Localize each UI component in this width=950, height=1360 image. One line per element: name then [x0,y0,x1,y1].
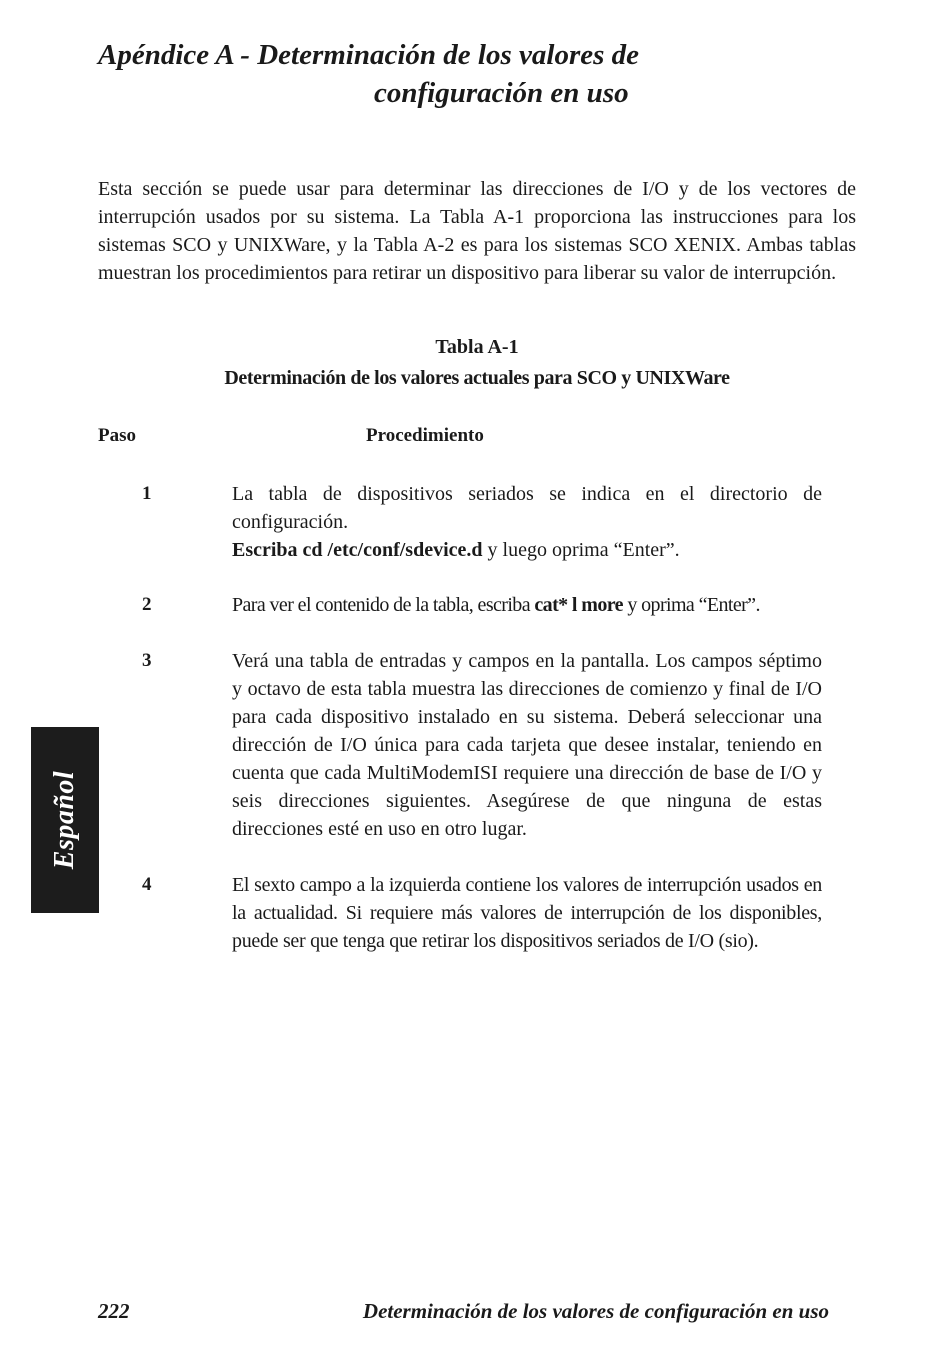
column-header-step: Paso [98,425,136,446]
intro-paragraph: Esta sección se puede usar para determinar las direcciones de I/O y de los vectores de interrupción usados por su sistema. La Tabla A-1 proporciona las instrucciones para los sistemas SCO y UNIXWare, y la Tabla A-2 es para los sistemas SCO XENIX. Ambas tablas muestran los procedimientos para retirar un dispositivo para liberar su valor de interrupción. [98,178,856,284]
step-text [232,591,822,619]
table-label: Tabla A-1 [435,336,519,358]
step-text: Verá una tabla de entradas y campos en la pantalla. Los campos séptimo y octavo de esta tabla muestra las direcciones de comienzo y final de I/O para cada dispositivo instalado en su sistema. Deberá seleccionar una dirección de I/O única para cada tarjeta que desee instalar, teniendo en cuenta que cada MultiModemISI requiere una dirección de base de I/O y seis direcciones siguientes. Asegúrese de que ninguna de estas direcciones esté en uso en otro lugar. [232,650,822,840]
page-number: 222 [98,1299,130,1323]
step-text [232,480,822,564]
step-command-suffix: y luego oprima “Enter”. [482,539,680,561]
step-command: Escriba cd /etc/conf/sdevice.d [232,539,483,561]
step-description: La tabla de dispositivos seriados se indica en el directorio de configuración. [232,483,822,533]
step-command-line [232,536,822,564]
language-tab-label: Español [49,770,80,870]
running-footer-title: Determinación de los valores de configuración en uso [362,1299,829,1323]
title-line-1: Apéndice A - Determinación de los valores de [98,39,640,71]
step-text-a: Para ver el contenido de la tabla, escriba [232,594,535,616]
step-text-b: y oprima “Enter”. [622,594,760,616]
step-number: 4 [142,874,152,895]
page-title [98,36,798,112]
step-number: 3 [142,650,152,671]
step-number: 2 [142,594,152,615]
step-command: cat* l more [534,594,623,616]
table-caption: Determinación de los valores actuales para SCO y UNIXWare [224,367,730,389]
language-side-tab [31,727,99,913]
step-number: 1 [142,483,152,504]
column-header-procedure: Procedimiento [366,425,484,446]
title-line-2: configuración en uso [374,77,629,109]
step-text: El sexto campo a la izquierda contiene los valores de interrupción usados en la actualidad. Si requiere más valores de interrupción de los disponibles, puede ser que tenga que retirar los dispositivos seriados de I/O (sio). [232,874,822,952]
